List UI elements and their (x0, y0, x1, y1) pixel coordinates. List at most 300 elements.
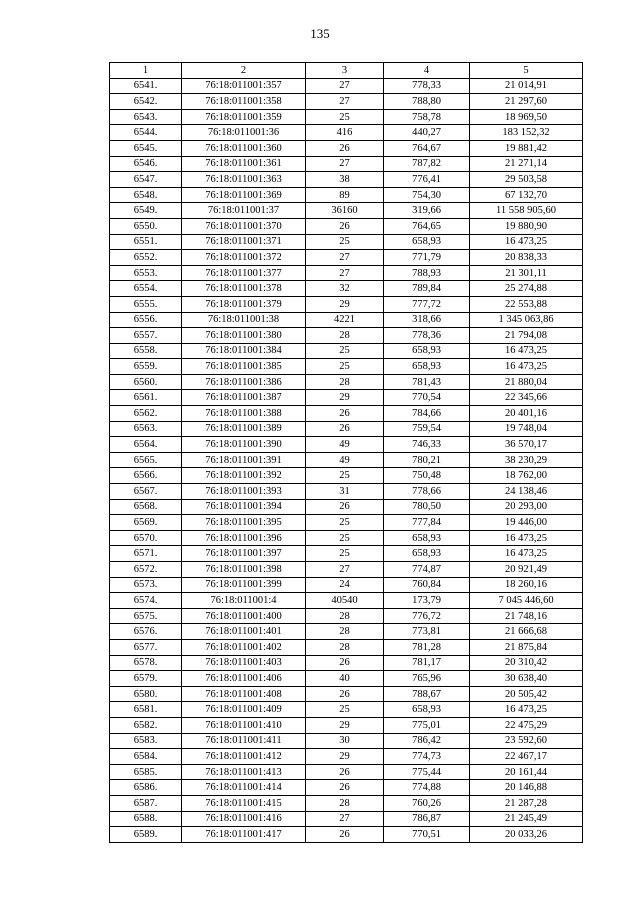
table-cell: 787,82 (384, 156, 470, 172)
table-header-row (110, 63, 583, 79)
table-cell: 183 152,32 (470, 125, 583, 141)
table-cell: 27 (306, 250, 384, 266)
table-cell: 23 592,60 (470, 733, 583, 749)
table-row (110, 94, 583, 110)
table-cell: 21 271,14 (470, 156, 583, 172)
table-cell: 774,73 (384, 749, 470, 765)
table-cell: 32 (306, 281, 384, 297)
table-cell: 16 473,25 (470, 359, 583, 375)
column-header: 3 (306, 63, 384, 79)
table-cell: 24 (306, 577, 384, 593)
table-cell: 76:18:011001:387 (182, 390, 306, 406)
table-row (110, 593, 583, 609)
table-row (110, 312, 583, 328)
table-cell: 76:18:011001:410 (182, 717, 306, 733)
table-cell: 21 794,08 (470, 328, 583, 344)
table-cell: 781,43 (384, 374, 470, 390)
table-cell: 28 (306, 608, 384, 624)
table-cell: 789,84 (384, 281, 470, 297)
table-row (110, 218, 583, 234)
table-cell: 76:18:011001:416 (182, 811, 306, 827)
table-cell: 781,17 (384, 655, 470, 671)
table-cell: 770,54 (384, 390, 470, 406)
table-cell: 25 (306, 359, 384, 375)
table-cell: 6576. (110, 624, 182, 640)
table-cell: 26 (306, 686, 384, 702)
table-cell: 6575. (110, 608, 182, 624)
table-row (110, 780, 583, 796)
table-row (110, 265, 583, 281)
page-number: 135 (310, 26, 330, 41)
table-cell: 27 (306, 156, 384, 172)
table-cell: 26 (306, 421, 384, 437)
table-cell: 76:18:011001:385 (182, 359, 306, 375)
table-cell: 16 473,25 (470, 234, 583, 250)
table-cell: 25 (306, 530, 384, 546)
table-cell: 25 (306, 468, 384, 484)
table-cell: 16 473,25 (470, 530, 583, 546)
table-cell: 76:18:011001:414 (182, 780, 306, 796)
table-cell: 6562. (110, 406, 182, 422)
table-cell: 89 (306, 187, 384, 203)
column-header: 5 (470, 63, 583, 79)
table-row (110, 655, 583, 671)
table-cell: 28 (306, 624, 384, 640)
table-row (110, 717, 583, 733)
table-cell: 27 (306, 811, 384, 827)
table-cell: 777,84 (384, 515, 470, 531)
table-cell: 21 301,11 (470, 265, 583, 281)
table-row (110, 234, 583, 250)
table-cell: 780,50 (384, 499, 470, 515)
table-cell: 76:18:011001:38 (182, 312, 306, 328)
table-cell: 24 138,46 (470, 484, 583, 500)
table-cell: 25 (306, 702, 384, 718)
table-cell: 6569. (110, 515, 182, 531)
table-cell: 76:18:011001:400 (182, 608, 306, 624)
table-cell: 6584. (110, 749, 182, 765)
table-cell: 27 (306, 94, 384, 110)
table-cell: 28 (306, 374, 384, 390)
table-cell: 6553. (110, 265, 182, 281)
table-row (110, 562, 583, 578)
table-cell: 28 (306, 795, 384, 811)
table-cell: 38 230,29 (470, 452, 583, 468)
table-cell: 76:18:011001:372 (182, 250, 306, 266)
table-row (110, 109, 583, 125)
table-row (110, 156, 583, 172)
table-cell: 780,21 (384, 452, 470, 468)
table-cell: 18 260,16 (470, 577, 583, 593)
table-cell: 29 (306, 749, 384, 765)
table-row (110, 639, 583, 655)
table-cell: 20 146,88 (470, 780, 583, 796)
table-cell: 29 (306, 390, 384, 406)
table-cell: 16 473,25 (470, 546, 583, 562)
table-cell: 26 (306, 655, 384, 671)
table-cell: 19 881,42 (470, 140, 583, 156)
table-cell: 27 (306, 562, 384, 578)
table-cell: 76:18:011001:401 (182, 624, 306, 640)
table-cell: 21 880,04 (470, 374, 583, 390)
table-cell: 6547. (110, 172, 182, 188)
table-cell: 20 838,33 (470, 250, 583, 266)
table-cell: 774,88 (384, 780, 470, 796)
table-cell: 21 297,60 (470, 94, 583, 110)
table-cell: 20 293,00 (470, 499, 583, 515)
table-cell: 764,67 (384, 140, 470, 156)
table-cell: 76:18:011001:386 (182, 374, 306, 390)
table-cell: 759,54 (384, 421, 470, 437)
table-row (110, 671, 583, 687)
table-cell: 76:18:011001:403 (182, 655, 306, 671)
table-cell: 19 446,00 (470, 515, 583, 531)
table-cell: 6587. (110, 795, 182, 811)
table-row (110, 187, 583, 203)
table-cell: 25 274,88 (470, 281, 583, 297)
table-cell: 440,27 (384, 125, 470, 141)
table-cell: 6559. (110, 359, 182, 375)
table-cell: 76:18:011001:393 (182, 484, 306, 500)
table-cell: 6570. (110, 530, 182, 546)
table-row (110, 250, 583, 266)
table-cell: 6555. (110, 296, 182, 312)
table-cell: 76:18:011001:395 (182, 515, 306, 531)
table-cell: 6564. (110, 437, 182, 453)
table-cell: 173,79 (384, 593, 470, 609)
table-cell: 26 (306, 780, 384, 796)
table-cell: 76:18:011001:377 (182, 265, 306, 281)
table-row (110, 686, 583, 702)
table-cell: 658,93 (384, 234, 470, 250)
column-header: 4 (384, 63, 470, 79)
table-cell: 25 (306, 234, 384, 250)
table-cell: 76:18:011001:37 (182, 203, 306, 219)
table-cell: 26 (306, 827, 384, 843)
table-cell: 788,93 (384, 265, 470, 281)
table-row (110, 172, 583, 188)
table-row (110, 624, 583, 640)
table-row (110, 577, 583, 593)
table-cell: 781,28 (384, 639, 470, 655)
table-cell: 658,93 (384, 343, 470, 359)
table-row (110, 795, 583, 811)
table-cell: 19 880,90 (470, 218, 583, 234)
table-cell: 6556. (110, 312, 182, 328)
table-cell: 22 467,17 (470, 749, 583, 765)
table-cell: 19 748,04 (470, 421, 583, 437)
table-cell: 25 (306, 515, 384, 531)
table-row (110, 515, 583, 531)
table-row (110, 546, 583, 562)
table-row (110, 452, 583, 468)
table-cell: 26 (306, 499, 384, 515)
table-cell: 31 (306, 484, 384, 500)
table-cell: 6546. (110, 156, 182, 172)
table-cell: 76:18:011001:370 (182, 218, 306, 234)
table-cell: 21 287,28 (470, 795, 583, 811)
table-row (110, 421, 583, 437)
table-cell: 28 (306, 328, 384, 344)
table-row (110, 374, 583, 390)
table-cell: 775,01 (384, 717, 470, 733)
table-cell: 6541. (110, 78, 182, 94)
table-cell: 25 (306, 546, 384, 562)
table-cell: 76:18:011001:413 (182, 764, 306, 780)
table-cell: 6574. (110, 593, 182, 609)
table-cell: 29 (306, 296, 384, 312)
table-row (110, 359, 583, 375)
table-cell: 6571. (110, 546, 182, 562)
table-row (110, 608, 583, 624)
table-cell: 6552. (110, 250, 182, 266)
table-cell: 6563. (110, 421, 182, 437)
table-cell: 76:18:011001:411 (182, 733, 306, 749)
table-cell: 784,66 (384, 406, 470, 422)
table-cell: 76:18:011001:359 (182, 109, 306, 125)
table-cell: 6565. (110, 452, 182, 468)
table-cell: 6566. (110, 468, 182, 484)
table-cell: 318,66 (384, 312, 470, 328)
table-cell: 16 473,25 (470, 702, 583, 718)
table-cell: 76:18:011001:380 (182, 328, 306, 344)
table-cell: 760,26 (384, 795, 470, 811)
table-cell: 40540 (306, 593, 384, 609)
table-row (110, 281, 583, 297)
table-cell: 788,80 (384, 94, 470, 110)
table-cell: 764,65 (384, 218, 470, 234)
table-cell: 775,44 (384, 764, 470, 780)
table-cell: 746,33 (384, 437, 470, 453)
table-cell: 49 (306, 437, 384, 453)
table-row (110, 390, 583, 406)
table-cell: 658,93 (384, 359, 470, 375)
table-cell: 26 (306, 764, 384, 780)
table-row (110, 468, 583, 484)
table-cell: 21 014,91 (470, 78, 583, 94)
table-cell: 30 638,40 (470, 671, 583, 687)
table-cell: 6543. (110, 109, 182, 125)
table-cell: 6582. (110, 717, 182, 733)
table-cell: 25 (306, 109, 384, 125)
table-row (110, 530, 583, 546)
table-cell: 76:18:011001:398 (182, 562, 306, 578)
table-cell: 16 473,25 (470, 343, 583, 359)
table-cell: 76:18:011001:358 (182, 94, 306, 110)
table-cell: 76:18:011001:378 (182, 281, 306, 297)
table-cell: 6586. (110, 780, 182, 796)
table-cell: 6567. (110, 484, 182, 500)
table-cell: 76:18:011001:379 (182, 296, 306, 312)
table-cell: 777,72 (384, 296, 470, 312)
table-cell: 22 475,29 (470, 717, 583, 733)
table-cell: 76:18:011001:412 (182, 749, 306, 765)
table-row (110, 749, 583, 765)
table-cell: 20 401,16 (470, 406, 583, 422)
table-cell: 770,51 (384, 827, 470, 843)
table-cell: 778,66 (384, 484, 470, 500)
table-row (110, 406, 583, 422)
table-cell: 28 (306, 639, 384, 655)
table-cell: 76:18:011001:4 (182, 593, 306, 609)
table-cell: 758,78 (384, 109, 470, 125)
table-cell: 416 (306, 125, 384, 141)
table-cell: 76:18:011001:399 (182, 577, 306, 593)
table-row (110, 484, 583, 500)
table-cell: 778,36 (384, 328, 470, 344)
table-row (110, 343, 583, 359)
table-cell: 6544. (110, 125, 182, 141)
table-cell: 776,72 (384, 608, 470, 624)
table-cell: 6578. (110, 655, 182, 671)
table-row (110, 702, 583, 718)
table-cell: 1 345 063,86 (470, 312, 583, 328)
table-cell: 18 969,50 (470, 109, 583, 125)
table-cell: 6581. (110, 702, 182, 718)
table-cell: 20 161,44 (470, 764, 583, 780)
table-row (110, 140, 583, 156)
table-cell: 6554. (110, 281, 182, 297)
table-cell: 750,48 (384, 468, 470, 484)
table-cell: 76:18:011001:371 (182, 234, 306, 250)
table-row (110, 78, 583, 94)
table-cell: 29 (306, 717, 384, 733)
table-cell: 76:18:011001:357 (182, 78, 306, 94)
table-cell: 76:18:011001:391 (182, 452, 306, 468)
table-row (110, 328, 583, 344)
table-cell: 26 (306, 406, 384, 422)
table-cell: 20 310,42 (470, 655, 583, 671)
table-cell: 788,67 (384, 686, 470, 702)
table-cell: 6568. (110, 499, 182, 515)
table-cell: 26 (306, 218, 384, 234)
table-cell: 6577. (110, 639, 182, 655)
table-cell: 76:18:011001:396 (182, 530, 306, 546)
table-cell: 773,81 (384, 624, 470, 640)
table-cell: 658,93 (384, 530, 470, 546)
table-cell: 7 045 446,60 (470, 593, 583, 609)
table-cell: 20 505,42 (470, 686, 583, 702)
table-cell: 6588. (110, 811, 182, 827)
table-cell: 76:18:011001:363 (182, 172, 306, 188)
table-cell: 76:18:011001:388 (182, 406, 306, 422)
table-cell: 21 748,16 (470, 608, 583, 624)
table-cell: 76:18:011001:402 (182, 639, 306, 655)
table-cell: 49 (306, 452, 384, 468)
table-cell: 6589. (110, 827, 182, 843)
table-cell: 22 553,88 (470, 296, 583, 312)
table-cell: 754,30 (384, 187, 470, 203)
table-row (110, 764, 583, 780)
table-row (110, 811, 583, 827)
table-cell: 26 (306, 140, 384, 156)
table-row (110, 733, 583, 749)
table-cell: 27 (306, 265, 384, 281)
table-cell: 6542. (110, 94, 182, 110)
table-cell: 29 503,58 (470, 172, 583, 188)
table-cell: 771,79 (384, 250, 470, 266)
table-cell: 76:18:011001:409 (182, 702, 306, 718)
table-cell: 658,93 (384, 702, 470, 718)
table-cell: 30 (306, 733, 384, 749)
table-row (110, 437, 583, 453)
table-cell: 6548. (110, 187, 182, 203)
table-cell: 76:18:011001:390 (182, 437, 306, 453)
table-cell: 4221 (306, 312, 384, 328)
table-cell: 21 666,68 (470, 624, 583, 640)
table-cell: 21 245,49 (470, 811, 583, 827)
table-cell: 6560. (110, 374, 182, 390)
table-cell: 319,66 (384, 203, 470, 219)
table-cell: 6561. (110, 390, 182, 406)
table-cell: 6558. (110, 343, 182, 359)
table-cell: 6550. (110, 218, 182, 234)
table-cell: 76:18:011001:369 (182, 187, 306, 203)
table-cell: 76:18:011001:394 (182, 499, 306, 515)
table-cell: 76:18:011001:406 (182, 671, 306, 687)
table-cell: 27 (306, 78, 384, 94)
table-row (110, 125, 583, 141)
table-cell: 6573. (110, 577, 182, 593)
table-cell: 76:18:011001:36 (182, 125, 306, 141)
table-cell: 658,93 (384, 546, 470, 562)
table-cell: 11 558 905,60 (470, 203, 583, 219)
table-cell: 67 132,70 (470, 187, 583, 203)
table-cell: 76:18:011001:392 (182, 468, 306, 484)
table-row (110, 203, 583, 219)
column-header: 2 (182, 63, 306, 79)
table-row (110, 499, 583, 515)
table-cell: 20 921,49 (470, 562, 583, 578)
table-cell: 25 (306, 343, 384, 359)
table-cell: 36160 (306, 203, 384, 219)
table-cell: 6545. (110, 140, 182, 156)
table-cell: 6579. (110, 671, 182, 687)
table-cell: 6557. (110, 328, 182, 344)
table-cell: 774,87 (384, 562, 470, 578)
table-cell: 6551. (110, 234, 182, 250)
table-cell: 40 (306, 671, 384, 687)
table-cell: 76:18:011001:389 (182, 421, 306, 437)
table-cell: 21 875,84 (470, 639, 583, 655)
table-cell: 38 (306, 172, 384, 188)
table-cell: 76:18:011001:415 (182, 795, 306, 811)
table-row (110, 827, 583, 843)
data-table (109, 62, 583, 843)
table-cell: 786,87 (384, 811, 470, 827)
table-cell: 6549. (110, 203, 182, 219)
table-cell: 76:18:011001:397 (182, 546, 306, 562)
table-row (110, 296, 583, 312)
table-cell: 778,33 (384, 78, 470, 94)
table-cell: 20 033,26 (470, 827, 583, 843)
table-cell: 76:18:011001:417 (182, 827, 306, 843)
table-cell: 760,84 (384, 577, 470, 593)
table-cell: 6580. (110, 686, 182, 702)
table-cell: 776,41 (384, 172, 470, 188)
table-cell: 6585. (110, 764, 182, 780)
table-cell: 765,96 (384, 671, 470, 687)
table-body (110, 63, 583, 843)
table-cell: 786,42 (384, 733, 470, 749)
column-header: 1 (110, 63, 182, 79)
table-cell: 76:18:011001:408 (182, 686, 306, 702)
table-cell: 18 762,00 (470, 468, 583, 484)
table-cell: 36 570,17 (470, 437, 583, 453)
table-cell: 76:18:011001:360 (182, 140, 306, 156)
table-cell: 76:18:011001:384 (182, 343, 306, 359)
table-cell: 76:18:011001:361 (182, 156, 306, 172)
